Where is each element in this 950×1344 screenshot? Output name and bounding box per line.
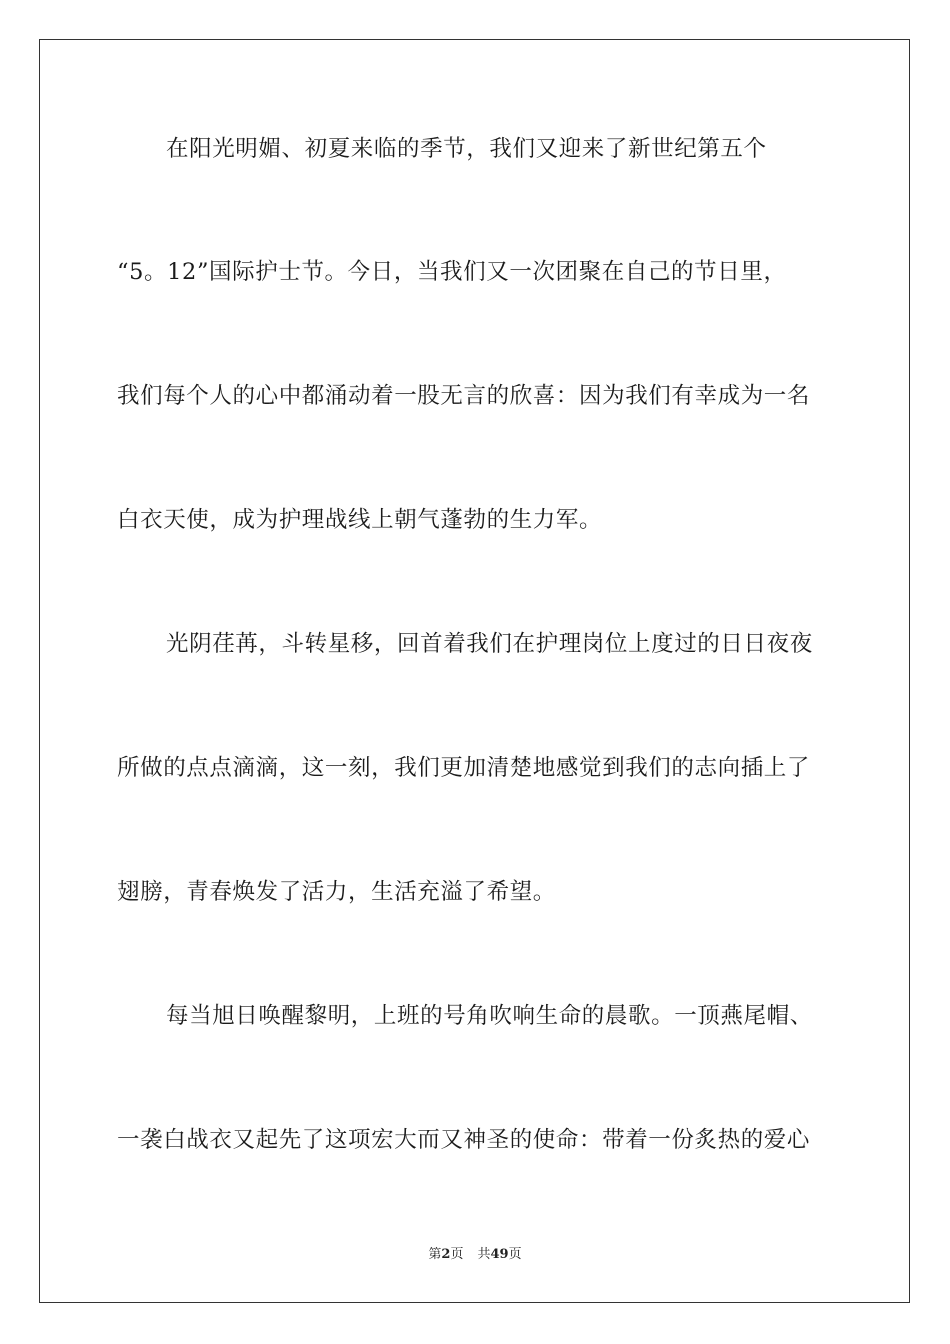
total-suffix: 页: [508, 1247, 522, 1262]
paragraph-2-line-1: 光阴荏苒，斗转星移，回首着我们在护理岗位上度过的日日夜夜: [166, 631, 813, 657]
paragraph-1-line-4: 白衣天使，成为护理战线上朝气蓬勃的生力军。: [117, 507, 603, 533]
page-border: [39, 39, 910, 1303]
paragraph-3-line-1: 每当旭日唤醒黎明，上班的号角吹响生命的晨歌。一顶燕尾帽、: [166, 1003, 813, 1029]
paragraph-2-line-3: 翅膀，青春焕发了活力，生活充溢了希望。: [117, 879, 556, 905]
page-number: 2: [441, 1247, 451, 1262]
total-pages: 49: [490, 1247, 509, 1262]
page-suffix: 页: [450, 1247, 464, 1262]
page-prefix: 第: [428, 1247, 442, 1262]
paragraph-1-line-1: 在阳光明媚、初夏来临的季节，我们又迎来了新世纪第五个: [166, 136, 767, 162]
paragraph-3-line-2: 一袭白战衣又起先了这项宏大而又神圣的使命：带着一份炙热的爱心: [117, 1127, 811, 1153]
total-prefix: 共: [477, 1247, 491, 1262]
paragraph-2-line-2: 所做的点点滴滴，这一刻，我们更加清楚地感觉到我们的志向插上了: [117, 755, 811, 781]
paragraph-1-line-2: “5。12”国际护士节。今日，当我们又一次团聚在自己的节日里，: [117, 259, 787, 285]
paragraph-1-line-3: 我们每个人的心中都涌动着一股无言的欣喜：因为我们有幸成为一名: [117, 383, 811, 409]
page-footer: [0, 1246, 950, 1264]
